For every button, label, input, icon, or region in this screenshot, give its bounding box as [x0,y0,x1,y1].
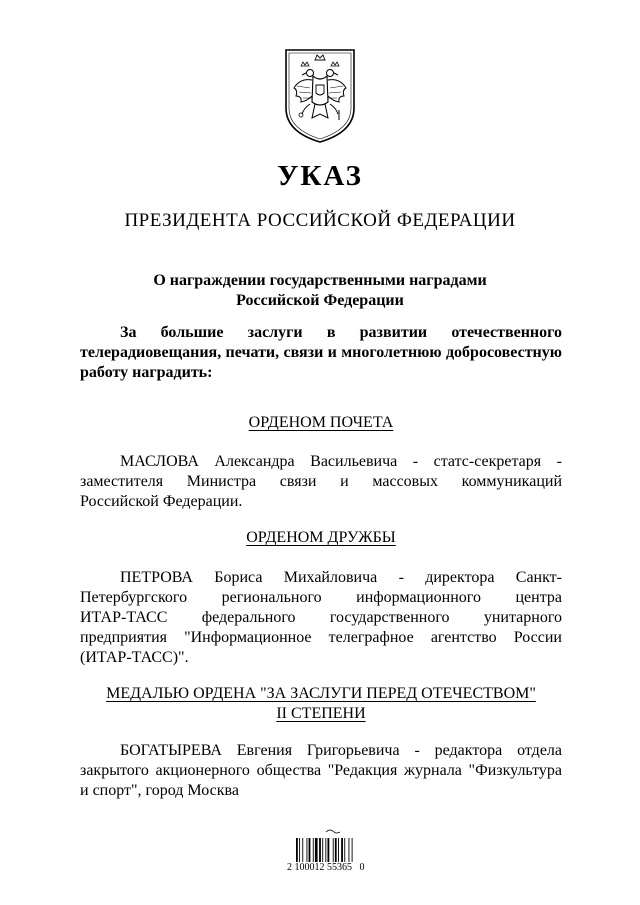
award-title-medal-merit [80,684,562,724]
award-recipient-paragraph [80,452,562,512]
recipient-line: и спорт", город Москва [80,782,239,799]
coat-of-arms-emblem [282,48,358,144]
recipient-line: ПЕТРОВА Бориса Михайловича - директора Санкт- [120,569,562,586]
recipient-line: (ИТАР-ТАСС)". [80,649,189,666]
recipient-line: БОГАТЫРЕВА Евгения Григорьевича - редактора отдела [120,742,562,759]
award-recipient-paragraph [80,741,562,801]
award-title-text: II СТЕПЕНИ [276,705,366,722]
intro-line: телерадиовещания, печати, связи и многолетнюю добросовестную [80,344,562,361]
recipient-line: Российской Федерации. [80,493,243,510]
award-recipient-paragraph [80,568,562,668]
intro-line: работу наградить: [80,364,213,381]
intro-paragraph [80,323,562,383]
recipient-line: предприятия "Информационное телеграфное агентство России [80,629,562,646]
decree-heading [0,271,640,311]
recipient-line: заместителя Министра связи и массовых коммуникаций [80,473,562,490]
recipient-line: Петербургского регионального информационного центра [80,589,562,606]
barcode-number: 2 100012 55365 0 [287,862,365,873]
decree-heading-line: О награждении государственными наградами [153,272,487,289]
document-title: УКАЗ [277,160,363,192]
recipient-line: закрытого акционерного общества "Редакция журнала "Физкультура [80,762,562,779]
recipient-line: МАСЛОВА Александра Васильевича - статс-секретаря - [120,453,562,470]
award-title-order-of-friendship [80,528,562,548]
award-title-text: МЕДАЛЬЮ ОРДЕНА "ЗА ЗАСЛУГИ ПЕРЕД ОТЕЧЕСТВОМ" [106,685,536,702]
award-title-order-of-honour [80,413,562,433]
document-subtitle: ПРЕЗИДЕНТА РОССИЙСКОЙ ФЕДЕРАЦИИ [124,210,516,231]
decree-heading-line: Российской Федерации [236,292,404,309]
intro-line: За большие заслуги в развитии отечественного [120,324,562,341]
recipient-line: ИТАР-ТАСС федерального государственного унитарного [80,609,562,626]
award-title-text: ОРДЕНОМ ПОЧЕТА [248,414,394,431]
award-title-text: ОРДЕНОМ ДРУЖБЫ [246,529,396,546]
